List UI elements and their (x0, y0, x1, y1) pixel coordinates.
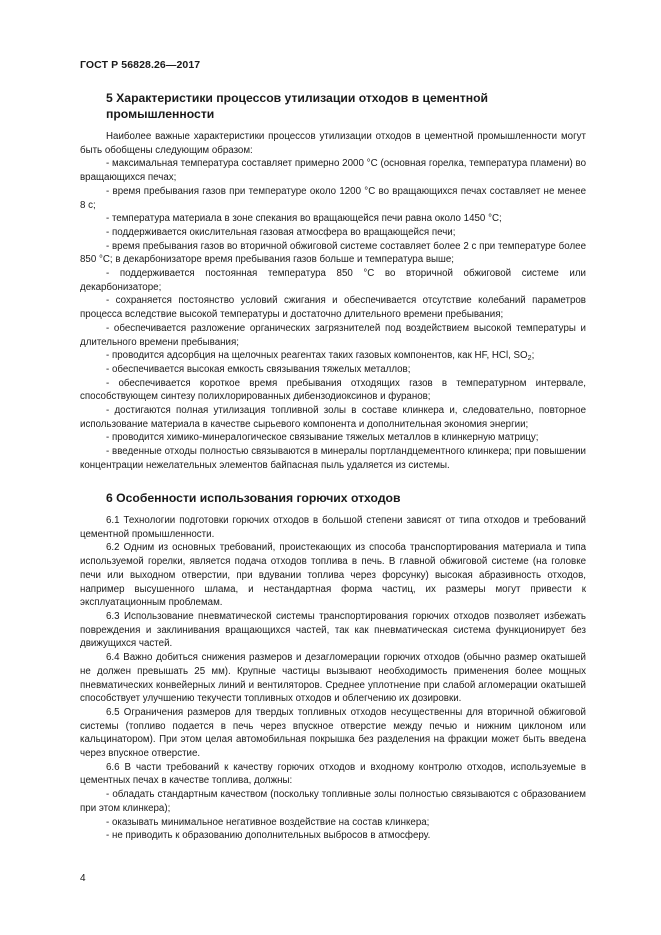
list-item: - сохраняется постоянство условий сжигания и обеспечивается отсутствие колебаний параметров процесса вследствие высокой температуры и достаточно длительного времени пребывания; (80, 295, 586, 321)
list-item: - максимальная температура составляет примерно 2000 °С (основная горелка, температура пламени) во вращающихся печах; (80, 158, 586, 184)
list-item: - время пребывания газов при температуре около 1200 °С во вращающихся печах составляет не менее 8 с; (80, 185, 586, 211)
list-item: - проводится химико-минералогическое связывание тяжелых металлов в клинкерную матрицу; (106, 432, 539, 444)
list-item: - температура материала в зоне спекания во вращающейся печи равна около 1450 °С; (106, 213, 502, 225)
paragraph: 6.1 Технологии подготовки горючих отходов в большой степени зависят от типа отходов и требований цементной промышленности. (80, 515, 586, 540)
subscript: 2 (527, 355, 532, 363)
list-item: - оказывать минимальное негативное воздействие на состав клинкера; (106, 816, 430, 828)
list-item: - обладать стандартным качеством (поскольку топливные золы полностью связываются с образованием при этом клинкера); (80, 789, 586, 814)
list-item-adsorption (80, 349, 586, 363)
list-item: - достигаются полная утилизация топливной золы в составе клинкера и, следовательно, повторное использование материала в качестве сырьевого компонента и дополнительная экономия энергии; (80, 405, 586, 430)
paragraph: Наиболее важные характеристики процессов утилизации отходов в цементной промышленности могут быть обобщены следующим образом: (80, 131, 586, 156)
section-5-title: 5 Характеристики процессов утилизации отходов в цементной промышленности (106, 91, 489, 121)
list-item: - введенные отходы полностью связываются в минералы портландцементного клинкера; при повышении концентрации нежелательных элементов байпасная пыль удаляется из системы. (80, 446, 586, 471)
paragraph: 6.3 Использование пневматической системы транспортирования горючих отходов позволяет избежать повреждения и заклинивания вращающихся частей, так как пневматическая система функционирует без движущихся частей. (80, 611, 586, 650)
section-6 (80, 491, 586, 843)
paragraph: 6.2 Одним из основных требований, проистекающих из способа транспортирования материала и типа используемой горелки, является подача отходов топлива в печь. В главной обжиговой системе (на головке печи или выходном отверстии, при вдувании топлива через форсунку) высокая абразивность отходов, например высушенного шлама, и нестандартная форма частиц, их размеры могут привести к эксплуатационным проблемам. (80, 542, 586, 609)
paragraph: 6.6 В части требований к качеству горючих отходов и входному контролю отходов, используемые в цементных печах в качестве топлива, должны: (80, 761, 586, 787)
standard-code-header: ГОСТ Р 56828.26—2017 (80, 59, 201, 71)
paragraph: 6.5 Ограничения размеров для твердых топливных отходов несущественны для вторичной обжиговой системы (топливо подается в печь через впускное отверстие между печью и нижним циклоном или кальцинатором). При этом целая автомобильная покрышка без разделения на фракции может быть введена через впускное отверстие. (80, 706, 586, 760)
section-6-title: 6 Особенности использования горючих отходов (106, 490, 401, 505)
list-item: - поддерживается окислительная газовая атмосфера во вращающейся печи; (106, 226, 456, 238)
paragraph: 6.4 Важно добиться снижения размеров и дезагломерации горючих отходов (обычно размер окатышей не должен превышать 25 мм). Крупные частицы вызывают необходимость применения более мощных пневматических конвейерных линий и вентиляторов. Среднее уплотнение при слабой агломерации окатышей способствует улучшению текучести топливных отходов и облегчению их дозировки. (80, 652, 586, 705)
section-5 (80, 91, 586, 473)
list-item: - обеспечивается короткое время пребывания отходящих газов в температурном интервале, способствующем синтезу полихлорированных дибензодиоксинов и фуранов; (80, 377, 586, 403)
list-item: - обеспечивается разложение органических загрязнителей под воздействием высокой температуры и длительного времени пребывания; (80, 322, 586, 348)
list-item: - обеспечивается высокая емкость связывания тяжелых металлов; (106, 363, 411, 375)
page-number: 4 (80, 873, 86, 884)
adsorption-suffix: ; (531, 350, 535, 362)
list-item: - время пребывания газов во вторичной обжиговой системе составляет более 2 с при температуре более 850 °С; в декарбонизаторе время пребывания газов больше и температура выше; (80, 240, 586, 266)
adsorption-text: - проводится адсорбция на щелочных реагентах таких газовых компонентов, как HF, HCl, SO (106, 350, 528, 362)
list-item: - поддерживается постоянная температура 850 °С во вторичной обжиговой системе или декарбонизаторе; (80, 268, 586, 293)
page-content (80, 91, 586, 843)
list-item: - не приводить к образованию дополнительных выбросов в атмосферу. (106, 830, 431, 842)
